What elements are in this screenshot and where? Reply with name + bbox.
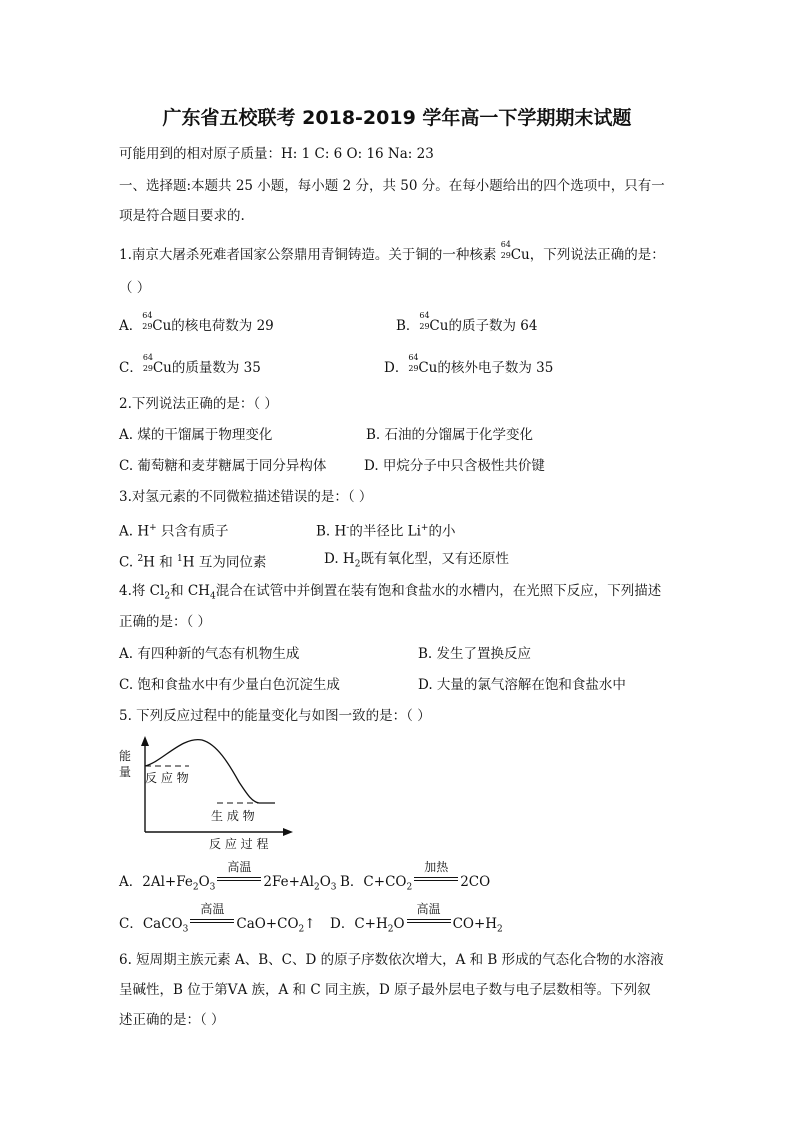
nuclide-symbol: Cu [510, 247, 530, 263]
q1-stem [119, 240, 665, 265]
q5-option-a: A．$2Al+Fe_2O_3$ 高温 $2Fe+Al_2O_3$ [119, 860, 337, 893]
q4-stem-line1: 4.将 $Cl_2$和 $CH_4$混合在试管中并倒置在装有饱和食盐水的水槽内，在光照下反应，下列描述 [119, 583, 662, 602]
y-axis-arrow [141, 736, 149, 746]
y-label-2: 量 [119, 765, 132, 779]
q6-stem-line2: 呈碱性，B 位于第ⅤA 族，A 和 C 同主族，D 原子最外层电子数与电子层数相等。下列叙 [119, 982, 651, 998]
x-axis-arrow [283, 828, 293, 836]
q4-option-d: D. 大量的氯气溶解在饱和食盐水中 [418, 677, 626, 693]
q5-option-b: B．$C+CO_2$ 加热 2CO [340, 860, 491, 893]
q1-option-a: A． 64 29 Cu的核电荷数为 29 [119, 311, 274, 334]
y-label-1: 能 [119, 749, 132, 763]
q4-stem-line2: 正确的是：（ ） [119, 614, 212, 630]
q2-option-b: B. 石油的分馏属于化学变化 [366, 427, 534, 443]
q3-stem: 3.对氢元素的不同微粒描述错误的是：（ ） [119, 489, 373, 505]
page-title: 广东省五校联考 2018-2019 学年高一下学期期末试题 [162, 107, 632, 129]
atomic-masses-note: 可能用到的相对原子质量：H: 1 C: 6 O: 16 Na: 23 [119, 146, 434, 162]
x-axis-label: 反 应 过 程 [209, 837, 269, 851]
q6-stem-line1: 6. 短周期主族元素 A、B、C、D 的原子序数依次增大，A 和 B 形成的气态化合物的水溶液 [119, 952, 664, 968]
section-heading-line2: 项是符合题目要求的. [119, 208, 245, 224]
q4-option-a: A. 有四种新的气态有机物生成 [119, 646, 300, 662]
q1-option-c: C． 64 29 Cu的质量数为 35 [119, 353, 261, 376]
energy-diagram [117, 734, 297, 852]
q2-option-d: D. 甲烷分子中只含极性共价键 [364, 458, 545, 474]
q5-option-d: D．$C+H_2O$ 高温 $CO+H_2$ [330, 902, 503, 935]
reactant-label: 反 应 物 [145, 771, 189, 785]
q5-option-c: C．CaCO$_3$ 高温 $CaO+CO_2↑$ [119, 902, 316, 935]
q2-option-c: C. 葡萄糖和麦芽糖属于同分异构体 [119, 458, 327, 474]
q2-option-a: A. 煤的干馏属于物理变化 [119, 427, 273, 443]
q3-option-d: D. $H_2$既有氧化型，又有还原性 [324, 551, 509, 570]
q3-option-a: A. H+ 只含有质子 [119, 523, 229, 540]
q6-stem-line3: 述正确的是：（ ） [119, 1012, 225, 1028]
q3-option-b: B. H-的半径比 Li+的小 [316, 523, 456, 540]
q1-stem-text: 1.南京大屠杀死难者国家公祭鼎用青铜铸造。关于铜的一种核素 [119, 247, 497, 263]
q3-option-c: C. $^2$H 和 $^1$H 互为同位素 [119, 554, 267, 571]
q1-paren: （ ） [119, 280, 151, 296]
product-label: 生 成 物 [211, 809, 255, 823]
nuclide-notation: 64 29 [500, 240, 511, 260]
q1-stem-tail: ，下列说法正确的是： [529, 247, 665, 263]
q5-stem: 5. 下列反应过程中的能量变化与如图一致的是：（ ） [119, 708, 431, 724]
q4-option-b: B. 发生了置换反应 [418, 646, 532, 662]
q1-option-b: B． 64 29 Cu的质子数为 64 [396, 311, 538, 334]
section-heading-line1: 一、选择题:本题共 25 小题，每小题 2 分，共 50 分。在每小题给出的四个选项中，只有一 [119, 178, 665, 194]
q1-option-d: D． 64 29 Cu的核外电子数为 35 [384, 353, 554, 376]
q2-stem: 2.下列说法正确的是：（ ） [119, 396, 278, 412]
q4-option-c: C. 饱和食盐水中有少量白色沉淀生成 [119, 677, 340, 693]
